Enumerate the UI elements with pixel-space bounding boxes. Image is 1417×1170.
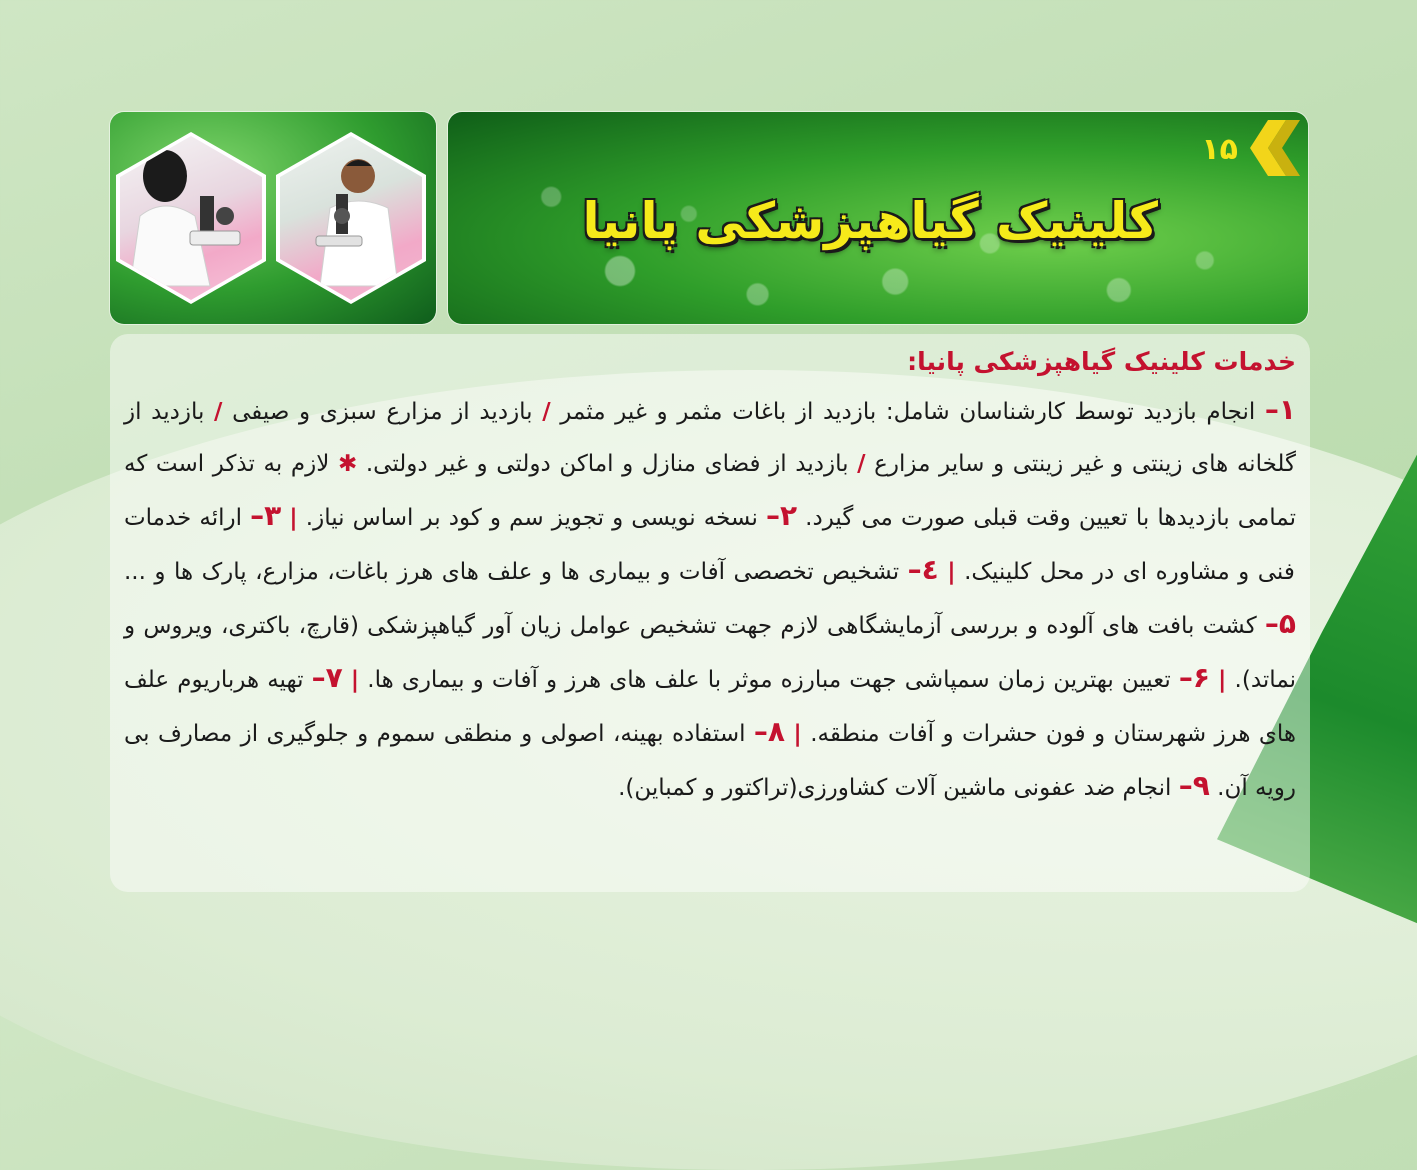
man-at-microscope-illustration xyxy=(280,136,422,300)
item-number-5: ۵– xyxy=(1264,607,1296,640)
item-number-9: ۹– xyxy=(1178,769,1210,802)
lab-photo-man-microscope xyxy=(276,132,426,304)
bar-separator: | xyxy=(289,505,298,531)
woman-at-microscope-illustration xyxy=(120,136,262,300)
slash-separator: / xyxy=(214,399,223,425)
lab-photo-woman-microscope xyxy=(116,132,266,304)
item-text-5: کشت بافت های آلوده و بررسی آزمایشگاهی لازم جهت تشخیص عوامل زیان آور گیاهپزشکی (قارچ، باکتری، ویروس و نماتد). xyxy=(124,613,1297,693)
page-title: کلینیک گیاهپزشکی پانیا xyxy=(582,192,1158,250)
item-number-4: ٤– xyxy=(907,553,939,586)
item-number-3: ۳– xyxy=(250,499,282,532)
item-number-8: ۸– xyxy=(753,715,786,748)
item-text-1c: بازدید از گلخانه های زینتی و غیر زینتی و سایر مزارع xyxy=(124,399,1296,477)
item-text-6: تعیین بهترین زمان سمپاشی جهت مبارزه موثر با علف های هرز و آفات و بیماری ها. xyxy=(359,667,1179,693)
services-heading: خدمات کلینیک گیاهپزشکی پانیا: xyxy=(907,347,1296,376)
item-number-6: ۶– xyxy=(1178,661,1210,694)
item-text-4: تشخیص تخصصی آفات و بیماری ها و علف های هرز باغات، مزارع، پارک ها و ... xyxy=(124,559,908,585)
services-content xyxy=(124,340,1296,814)
item-number-1: ۱– xyxy=(1264,393,1296,426)
item-text-3: ارائه خدمات فنی و مشاوره ای در محل کلینیک. xyxy=(124,505,1295,585)
item-text-1b: بازدید از مزارع سبزی و صیفی xyxy=(222,399,543,425)
item-note-1: لازم به تذکر است که تمامی بازدیدها با تعیین وقت قبلی صورت می گیرد. xyxy=(124,451,1296,531)
item-text-2: نسخه نویسی و تجویز سم و کود بر اساس نیاز. xyxy=(297,505,766,531)
item-number-2: ۲– xyxy=(765,499,798,532)
item-text-9: انجام ضد عفونی ماشین آلات کشاورزی(تراکتور و کمباین). xyxy=(618,775,1179,801)
title-banner xyxy=(448,112,1308,324)
star-icon: ✱ xyxy=(337,451,358,477)
bar-separator: | xyxy=(947,559,956,585)
bar-separator: | xyxy=(1218,667,1227,693)
chevron-left-icon xyxy=(1238,118,1302,178)
item-text-1: انجام بازدید توسط کارشناسان شامل: بازدید از باغات مثمر و غیر مثمر xyxy=(550,399,1265,425)
item-text-8: استفاده بهینه، اصولی و منطقی سموم و جلوگیری از مصارف بی رویه آن. xyxy=(124,721,1296,801)
photo-panel xyxy=(110,112,436,324)
item-text-7: تهیه هرباریوم علف های هرز شهرستان و فون حشرات و آفات منطقه. xyxy=(124,667,1297,747)
page-number: ۱۵ xyxy=(1201,132,1238,167)
item-text-1d: بازدید از فضای منازل و اماکن دولتی و غیر دولتی. xyxy=(357,451,858,477)
bar-separator: | xyxy=(793,721,802,747)
item-number-7: ۷– xyxy=(311,661,343,694)
slash-separator: / xyxy=(857,451,866,477)
bar-separator: | xyxy=(350,667,360,693)
slash-separator: / xyxy=(542,399,551,425)
